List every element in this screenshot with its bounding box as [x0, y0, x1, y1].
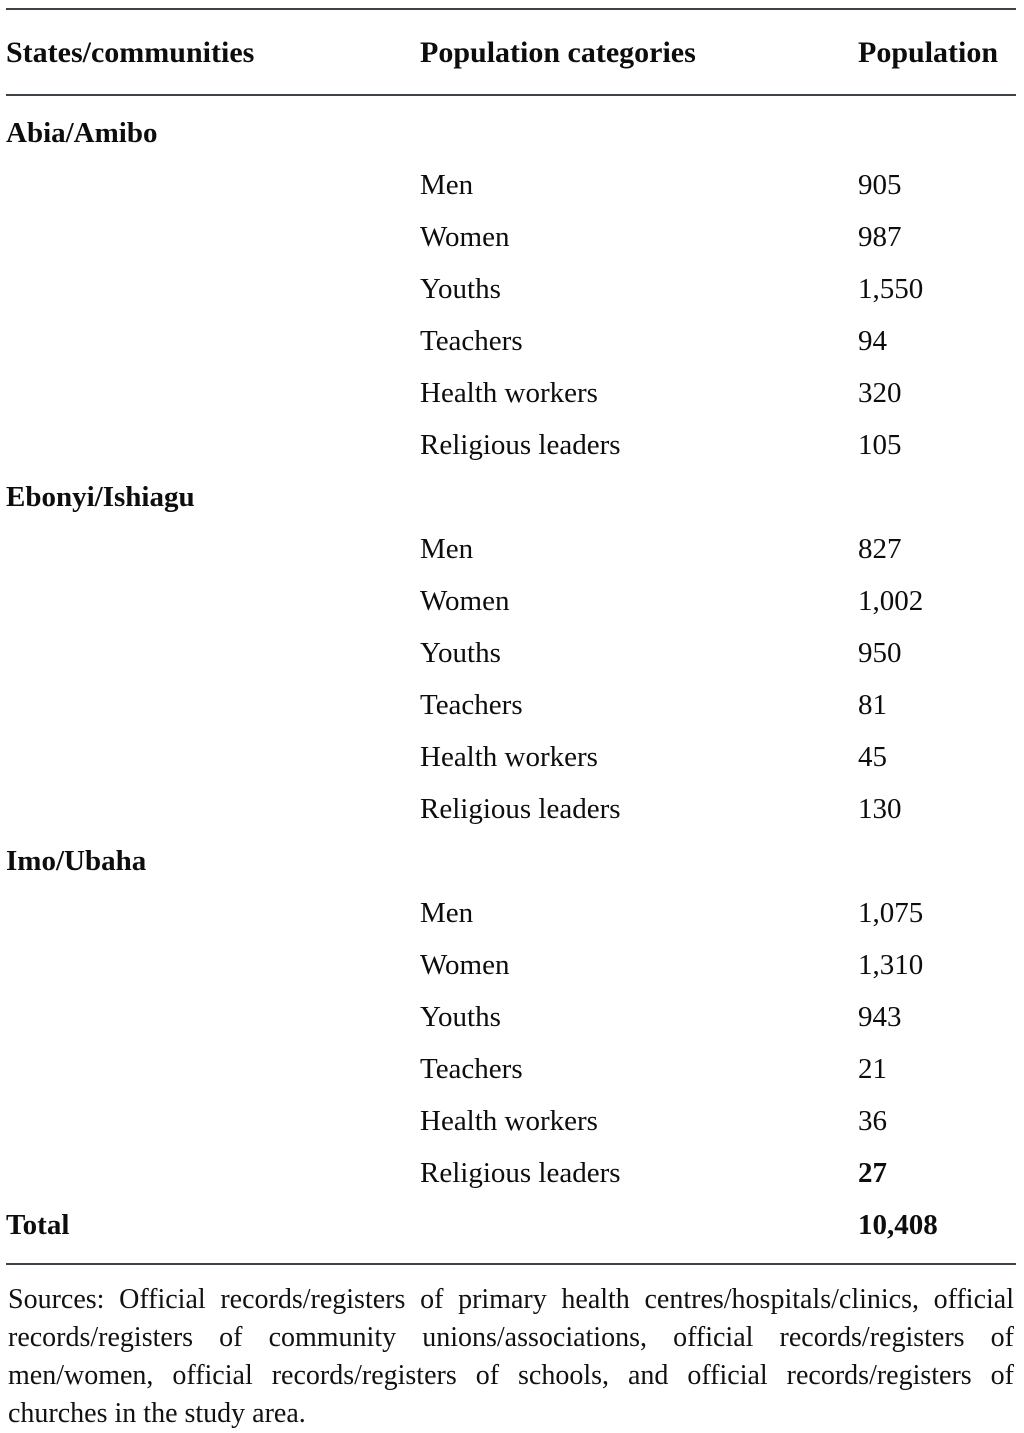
- population-cell: 950: [858, 637, 902, 670]
- population-cell: 45: [858, 741, 887, 774]
- table-row: [6, 212, 1016, 264]
- column-header-population-categories: Population categories: [420, 35, 696, 69]
- population-cell: 21: [858, 1053, 887, 1086]
- table-body: [6, 96, 1016, 1263]
- category-cell: Youths: [420, 273, 501, 306]
- population-cell: 320: [858, 377, 902, 410]
- population-cell: 987: [858, 221, 902, 254]
- total-label: Total: [6, 1209, 70, 1242]
- table-header-row: [6, 10, 1016, 94]
- column-header-population: Population: [858, 35, 999, 69]
- table-row: [6, 576, 1016, 628]
- category-cell: Religious leaders: [420, 1157, 621, 1190]
- category-cell: Teachers: [420, 325, 523, 358]
- category-cell: Health workers: [420, 377, 598, 410]
- population-cell: 1,310: [858, 949, 924, 982]
- category-cell: Religious leaders: [420, 793, 621, 826]
- table-bottom-rule: [6, 1263, 1016, 1265]
- population-cell: 827: [858, 533, 902, 566]
- table-row: [6, 888, 1016, 940]
- category-cell: Religious leaders: [420, 429, 621, 462]
- table-row: [6, 420, 1016, 472]
- category-cell: Men: [420, 897, 474, 930]
- category-cell: Women: [420, 221, 510, 254]
- population-cell: 1,075: [858, 897, 924, 930]
- population-cell: 1,550: [858, 273, 924, 306]
- table-row: [6, 940, 1016, 992]
- population-cell: 105: [858, 429, 902, 462]
- section-title: Ebonyi/Ishiagu: [6, 481, 195, 514]
- section-title: Abia/Amibo: [6, 117, 158, 150]
- population-cell: 94: [858, 325, 887, 358]
- total-value: 10,408: [858, 1209, 938, 1242]
- population-cell: 130: [858, 793, 902, 826]
- section-title: Imo/Ubaha: [6, 845, 147, 878]
- category-cell: Youths: [420, 637, 501, 670]
- table-row: [6, 316, 1016, 368]
- table-row: [6, 628, 1016, 680]
- category-cell: Women: [420, 585, 510, 618]
- table-row: [6, 1096, 1016, 1148]
- column-header-states-communities: States/communities: [6, 35, 255, 69]
- table-total-row: [6, 1200, 1016, 1252]
- category-cell: Men: [420, 533, 474, 566]
- category-cell: Teachers: [420, 689, 523, 722]
- table-row: [6, 784, 1016, 836]
- section-row-imo-ubaha: [6, 836, 1016, 888]
- table-footnote: [6, 1267, 1016, 1433]
- category-cell: Youths: [420, 1001, 501, 1034]
- population-cell: 27: [858, 1157, 887, 1190]
- category-cell: Women: [420, 949, 510, 982]
- sources-note: Sources: Official records/registers of primary health centres/hospitals/clinics, official records/registers of community unions/associations, official records/registers of men/women, official records/registers of schools, and official records/registers of churches in the study area.: [8, 1284, 1014, 1429]
- category-cell: Teachers: [420, 1053, 523, 1086]
- population-cell: 1,002: [858, 585, 924, 618]
- population-cell: 81: [858, 689, 887, 722]
- population-cell: 905: [858, 169, 902, 202]
- section-row-abia-amibo: [6, 108, 1016, 160]
- section-row-ebonyi-ishiagu: [6, 472, 1016, 524]
- table-row: [6, 1148, 1016, 1200]
- category-cell: Men: [420, 169, 474, 202]
- table-row: [6, 1044, 1016, 1096]
- table-row: [6, 524, 1016, 576]
- table-row: [6, 160, 1016, 212]
- table-row: [6, 732, 1016, 784]
- table-row: [6, 264, 1016, 316]
- table-row: [6, 680, 1016, 732]
- category-cell: Health workers: [420, 1105, 598, 1138]
- category-cell: Health workers: [420, 741, 598, 774]
- table-row: [6, 992, 1016, 1044]
- table-row: [6, 368, 1016, 420]
- population-cell: 36: [858, 1105, 887, 1138]
- population-cell: 943: [858, 1001, 902, 1034]
